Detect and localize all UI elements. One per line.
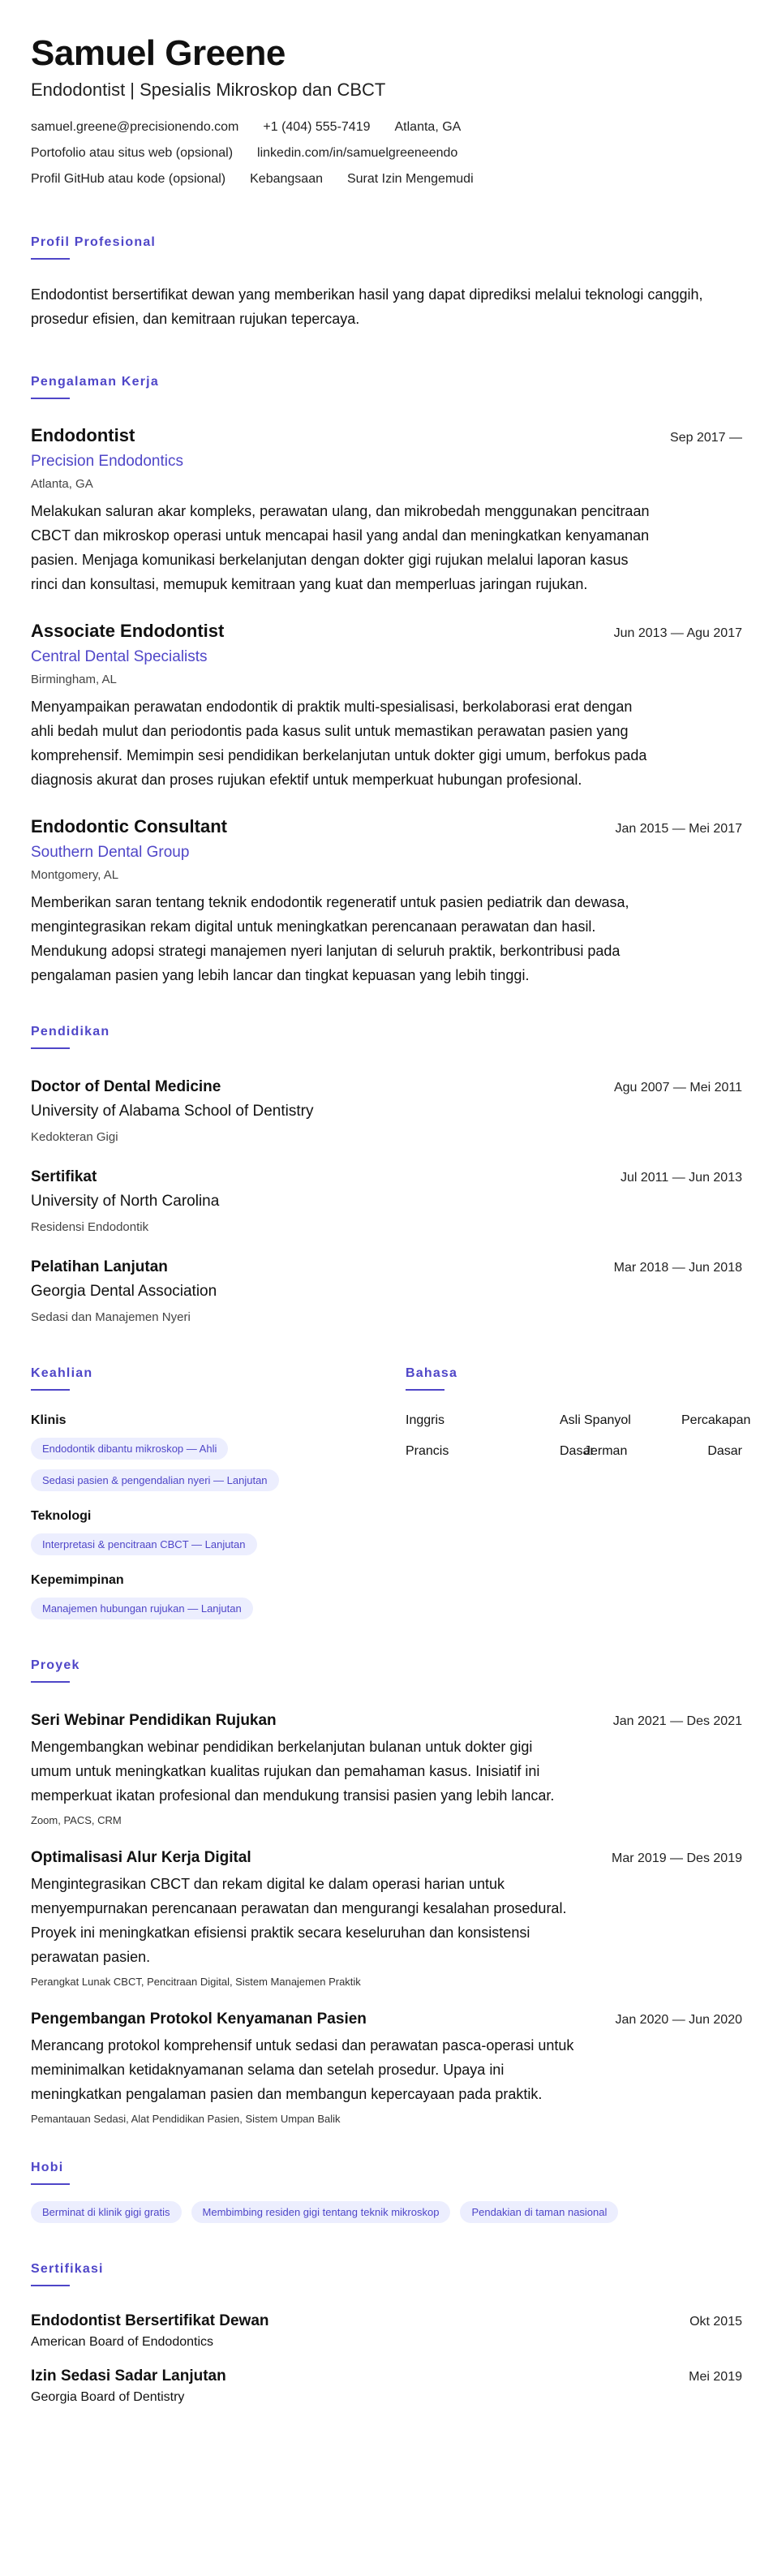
section-heading: Sertifikasi bbox=[31, 2262, 104, 2276]
job-description: Memberikan saran tentang teknik endodontik regeneratif untuk pasien pediatrik dan dewasa, mengintegrasikan rekam digital untuk meningkatkan perencanaan perawatan dan hasil. Mendukung adopsi strategi manajemen nyeri lanjutan di seluruh praktik, berkontribusi pada pengalaman pasien yang lebih lancar dan tingkat kepuasan yang lebih tinggi. bbox=[31, 894, 629, 983]
section-divider bbox=[31, 1389, 70, 1391]
candidate-name: Samuel Greene bbox=[31, 33, 286, 73]
job-entry bbox=[31, 425, 742, 596]
project-date: Mar 2019 — Des 2019 bbox=[612, 1851, 742, 1865]
education-date: Jul 2011 — Jun 2013 bbox=[620, 1171, 742, 1185]
section-divider bbox=[31, 1681, 70, 1683]
section-divider bbox=[31, 1047, 70, 1049]
language-level: Percakapan bbox=[681, 1413, 751, 1427]
certifications-section bbox=[31, 2262, 742, 2405]
contact-row bbox=[31, 146, 742, 161]
education-entry bbox=[31, 1168, 742, 1234]
contact-row bbox=[31, 172, 742, 187]
phone-text: +1 (404) 555-7419 bbox=[263, 120, 371, 134]
job-entry bbox=[31, 816, 742, 987]
job-description: Menyampaikan perawatan endodontik di praktik multi-spesialisasi, berkolaborasi erat dengan ahli bedah mulut dan periodontis pada kasus sulit untuk memastikan perawatan pasien yang komprehensif. Memimpin sesi pendidikan berkelanjutan untuk dokter gigi umum, berfokus pada diagnosis akurat dan proses rujukan efektif untuk memperkuat hubungan profesional. bbox=[31, 699, 647, 788]
education-degree: Pelatihan Lanjutan bbox=[31, 1258, 168, 1275]
skill-category-name: Teknologi bbox=[31, 1509, 92, 1523]
hobby-tags bbox=[31, 2201, 742, 2223]
profile-section bbox=[31, 235, 742, 331]
job-company: Southern Dental Group bbox=[31, 844, 190, 861]
language-level: Dasar bbox=[707, 1444, 742, 1458]
job-location: Atlanta, GA bbox=[31, 477, 93, 491]
project-description: Merancang protokol komprehensif untuk sedasi dan perawatan pasca-operasi untuk meminimalkan ketidaknyamanan selama dan setelah prosedur. Upaya ini meningkatkan pengalaman pasien dan membangun kepercayaan pada praktik. bbox=[31, 2037, 574, 2102]
job-company: Central Dental Specialists bbox=[31, 648, 208, 665]
location-text: Atlanta, GA bbox=[394, 120, 462, 134]
language-name: Prancis bbox=[406, 1444, 449, 1458]
portfolio-link[interactable]: Portofolio atau situs web (opsional) bbox=[31, 146, 234, 160]
skill-tag: Interpretasi & pencitraan CBCT — Lanjutan bbox=[31, 1533, 257, 1555]
skill-category bbox=[31, 1573, 406, 1619]
education-field: Residensi Endodontik bbox=[31, 1220, 149, 1234]
skill-category-name: Klinis bbox=[31, 1413, 67, 1427]
license-text: Surat Izin Mengemudi bbox=[346, 172, 474, 186]
education-entry bbox=[31, 1258, 742, 1324]
project-entry bbox=[31, 2010, 742, 2125]
education-degree: Doctor of Dental Medicine bbox=[31, 1078, 221, 1095]
certification-issuer: American Board of Endodontics bbox=[31, 2335, 214, 2349]
job-date: Jun 2013 — Agu 2017 bbox=[613, 626, 742, 640]
hobbies-section bbox=[31, 2161, 742, 2223]
section-heading: Pendidikan bbox=[31, 1025, 110, 1039]
language-level: Asli bbox=[560, 1413, 581, 1427]
education-date: Mar 2018 — Jun 2018 bbox=[613, 1261, 742, 1275]
education-school: Georgia Dental Association bbox=[31, 1283, 217, 1300]
project-tools: Pemantauan Sedasi, Alat Pendidikan Pasien, Sistem Umpan Balik bbox=[31, 2113, 341, 2125]
job-title: Associate Endodontist bbox=[31, 621, 225, 641]
skill-category-name: Kepemimpinan bbox=[31, 1573, 124, 1587]
projects-section bbox=[31, 1658, 742, 2125]
skill-category bbox=[31, 1509, 406, 1555]
education-field: Sedasi dan Manajemen Nyeri bbox=[31, 1310, 191, 1324]
linkedin-link[interactable]: linkedin.com/in/samuelgreeneendo bbox=[257, 146, 458, 160]
hobby-tag: Berminat di klinik gigi gratis bbox=[31, 2201, 182, 2223]
education-school: University of Alabama School of Dentistry bbox=[31, 1103, 314, 1120]
languages-section bbox=[406, 1366, 751, 1619]
job-entry bbox=[31, 621, 742, 792]
skills-languages-row bbox=[31, 1366, 751, 1619]
hobby-tag: Membimbing residen gigi tentang teknik mikroskop bbox=[191, 2201, 451, 2223]
job-date: Jan 2015 — Mei 2017 bbox=[615, 822, 742, 836]
language-name: Jerman bbox=[584, 1444, 628, 1458]
language-level: Dasar bbox=[560, 1444, 595, 1458]
education-date: Agu 2007 — Mei 2011 bbox=[613, 1081, 742, 1094]
hobby-tag: Pendakian di taman nasional bbox=[460, 2201, 618, 2223]
project-entry bbox=[31, 1849, 742, 1988]
education-entry bbox=[31, 1078, 742, 1144]
project-entry bbox=[31, 1712, 742, 1826]
job-description: Melakukan saluran akar kompleks, perawatan ulang, dan mikrobedah menggunakan pencitraan CBCT dan mikroskop operasi untuk mencapai hasil yang andal dan meningkatkan kenyamanan pasien. Menjaga komunikasi berkelanjutan dengan dokter gigi rujukan melalui laporan kasus rinci dan konsultasi, memupuk kemitraan yang kuat dan memperluas jaringan rujukan. bbox=[31, 503, 650, 592]
project-description: Mengintegrasikan CBCT dan rekam digital ke dalam operasi harian untuk menyempurnakan perencanaan perawatan dan mengurangi kesalahan prosedural. Proyek ini meningkatkan efisiensi praktik secara keseluruhan dan konsistensi perawatan pasien. bbox=[31, 1876, 567, 1965]
certification-name: Endodontist Bersertifikat Dewan bbox=[31, 2312, 269, 2329]
certification-name: Izin Sedasi Sadar Lanjutan bbox=[31, 2367, 226, 2385]
certification-entry bbox=[31, 2367, 742, 2405]
candidate-title: Endodontist | Spesialis Mikroskop dan CBCT bbox=[31, 80, 386, 100]
job-company: Precision Endodontics bbox=[31, 453, 183, 470]
job-date: Sep 2017 — bbox=[670, 431, 742, 445]
project-title: Optimalisasi Alur Kerja Digital bbox=[31, 1849, 251, 1866]
certification-date: Mei 2019 bbox=[689, 2370, 742, 2384]
project-date: Jan 2020 — Jun 2020 bbox=[615, 2013, 742, 2027]
profile-summary: Endodontist bersertifikat dewan yang memberikan hasil yang dapat diprediksi melalui teknologi canggih, prosedur efisien, dan kemitraan rujukan tepercaya. bbox=[31, 286, 703, 327]
section-heading: Profil Profesional bbox=[31, 235, 157, 249]
job-title: Endodontic Consultant bbox=[31, 816, 227, 836]
certification-entry bbox=[31, 2312, 742, 2350]
section-divider bbox=[31, 258, 70, 260]
job-location: Birmingham, AL bbox=[31, 673, 117, 686]
project-description: Mengembangkan webinar pendidikan berkelanjutan bulanan untuk dokter gigi umum untuk meningkatkan kualitas rujukan dan pemahaman kasus. Inisiatif ini memperkuat ikatan profesional dan mendukung transisi pasien yang lebih lancar. bbox=[31, 1739, 555, 1804]
education-degree: Sertifikat bbox=[31, 1168, 97, 1185]
project-tools: Zoom, PACS, CRM bbox=[31, 1814, 122, 1826]
section-heading: Pengalaman Kerja bbox=[31, 375, 159, 389]
skill-tag: Sedasi pasien & pengendalian nyeri — Lanjutan bbox=[31, 1469, 279, 1491]
skills-section bbox=[31, 1366, 406, 1619]
github-link[interactable]: Profil GitHub atau kode (opsional) bbox=[31, 172, 226, 186]
resume-header bbox=[31, 32, 742, 187]
section-divider bbox=[31, 398, 70, 399]
certification-date: Okt 2015 bbox=[689, 2315, 742, 2329]
skill-tag: Manajemen hubungan rujukan — Lanjutan bbox=[31, 1598, 253, 1619]
job-title: Endodontist bbox=[31, 425, 135, 445]
nationality-text: Kebangsaan bbox=[250, 172, 323, 186]
project-date: Jan 2021 — Des 2021 bbox=[612, 1714, 742, 1728]
section-heading: Proyek bbox=[31, 1658, 80, 1672]
project-title: Pengembangan Protokol Kenyamanan Pasien bbox=[31, 2010, 367, 2028]
section-heading: Bahasa bbox=[406, 1366, 458, 1380]
certification-issuer: Georgia Board of Dentistry bbox=[31, 2390, 185, 2404]
skill-tag: Endodontik dibantu mikroskop — Ahli bbox=[31, 1438, 228, 1460]
section-heading: Hobi bbox=[31, 2161, 64, 2174]
languages-grid bbox=[406, 1413, 751, 1459]
education-school: University of North Carolina bbox=[31, 1193, 220, 1210]
education-section bbox=[31, 1025, 742, 1324]
skill-category bbox=[31, 1413, 406, 1491]
language-name: Spanyol bbox=[584, 1413, 631, 1427]
project-tools: Perangkat Lunak CBCT, Pencitraan Digital, Sistem Manajemen Praktik bbox=[31, 1976, 361, 1988]
section-heading: Keahlian bbox=[31, 1366, 93, 1380]
section-divider bbox=[31, 2183, 70, 2185]
project-title: Seri Webinar Pendidikan Rujukan bbox=[31, 1712, 277, 1729]
section-divider bbox=[406, 1389, 444, 1391]
section-divider bbox=[31, 2285, 70, 2286]
experience-section bbox=[31, 375, 742, 987]
job-location: Montgomery, AL bbox=[31, 868, 119, 882]
education-field: Kedokteran Gigi bbox=[31, 1130, 118, 1144]
language-name: Inggris bbox=[406, 1413, 445, 1427]
email-link[interactable]: samuel.greene@precisionendo.com bbox=[31, 120, 239, 134]
contact-row bbox=[31, 120, 742, 135]
